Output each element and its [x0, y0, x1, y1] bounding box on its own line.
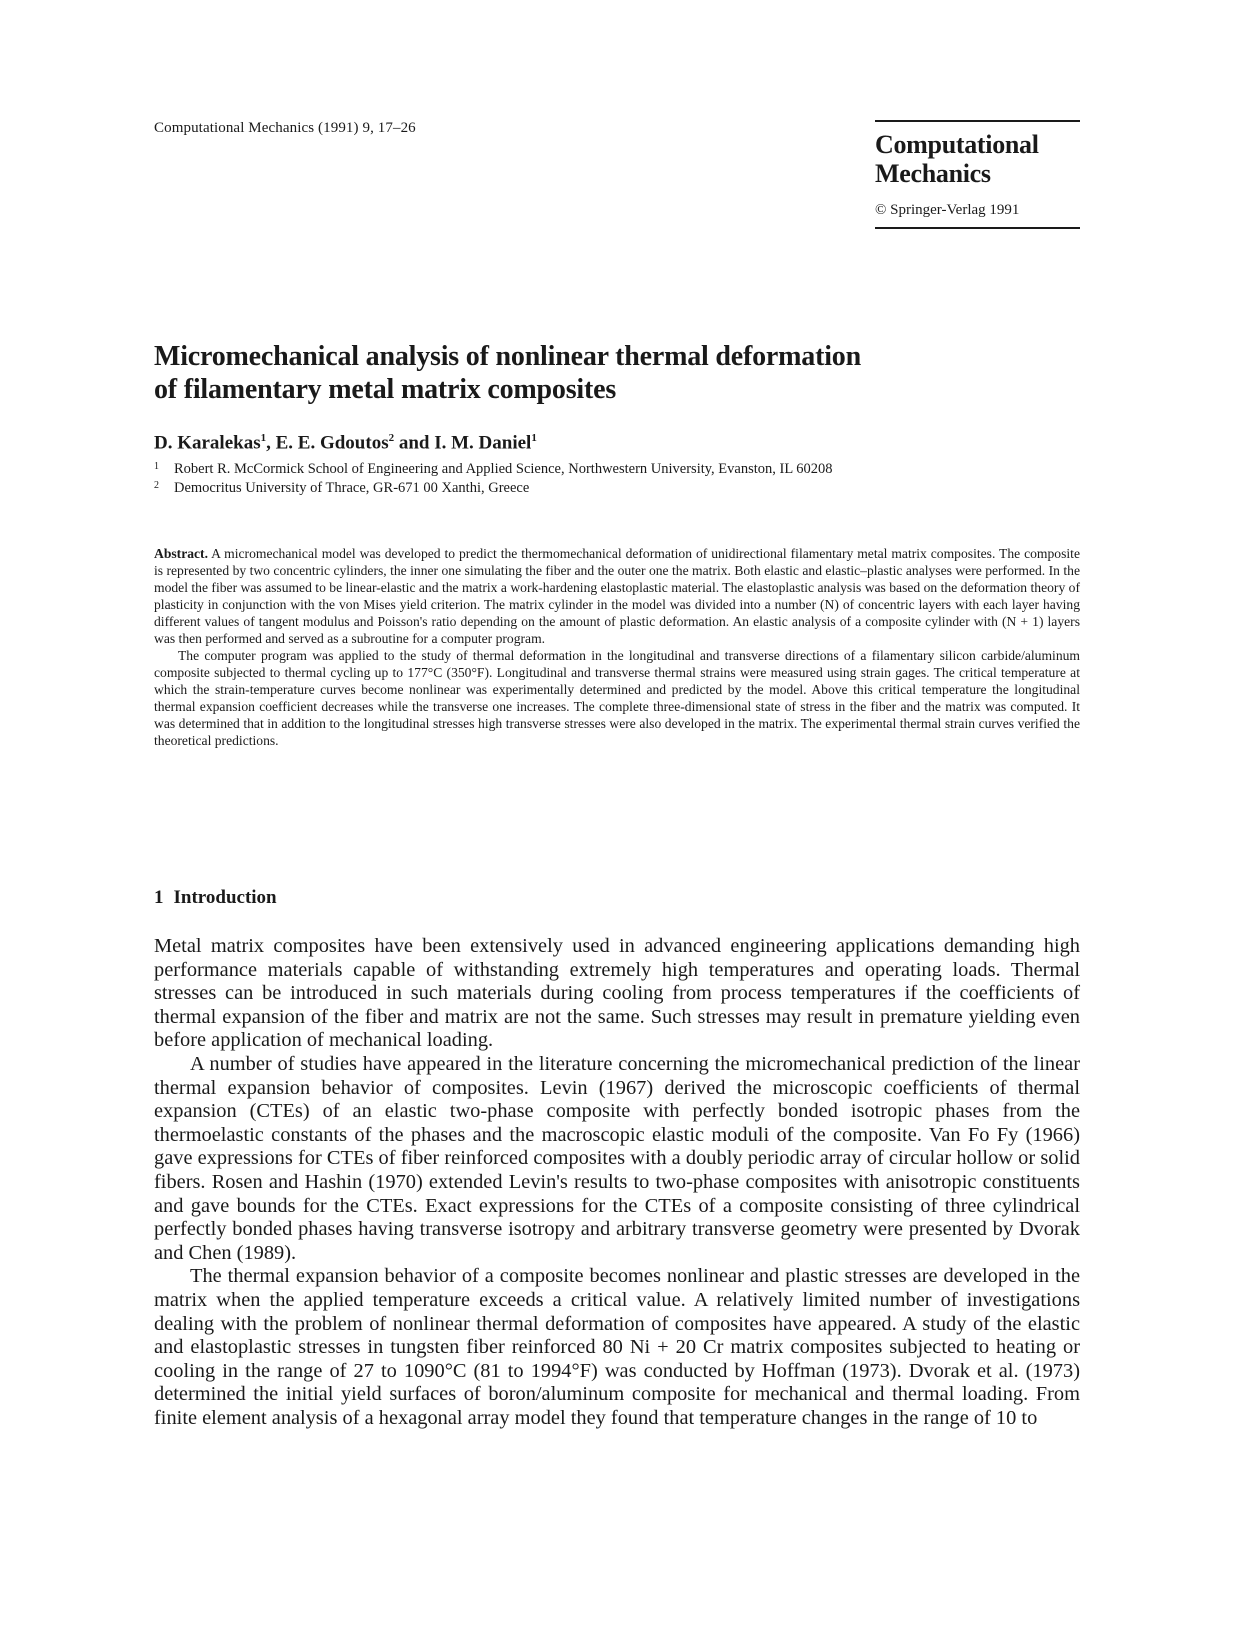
abstract — [154, 545, 1080, 749]
body-paragraph: A number of studies have appeared in the literature concerning the micromechanical prediction of the linear thermal expansion behavior of composites. Levin (1967) derived the microscopic coefficients of thermal expansion (CTEs) of an elastic two-phase composite with perfectly bonded isotropic phases from the thermoelastic constants of the phases and the macroscopic elastic moduli of the composite. Van Fo Fy (1966) gave expressions for CTEs of fiber reinforced composites with a doubly periodic array of circular hollow or solid fibers. Rosen and Hashin (1970) extended Levin's results to two-phase composites with anisotropic constituents and gave bounds for the CTEs. Exact expressions for the CTEs of a composite consisting of three cylindrical perfectly bonded phases having transverse isotropy and arbitrary transverse geometry were presented by Dvorak and Chen (1989). — [154, 1052, 1080, 1264]
publisher-copyright: © Springer-Verlag 1991 — [875, 202, 1020, 218]
affiliation-list — [154, 460, 833, 498]
body-text — [154, 935, 1080, 1430]
affiliation-item — [154, 460, 833, 479]
section-title: Introduction — [173, 887, 277, 908]
journal-bottom-rule — [875, 227, 1080, 229]
paper-title-line1: Micromechanical analysis of nonlinear thermal deformation — [154, 341, 861, 372]
author-name: D. Karalekas — [154, 432, 261, 454]
paper-title — [154, 340, 861, 406]
author-separator: and — [394, 432, 435, 454]
author-affiliation-mark: 1 — [260, 432, 267, 444]
abstract-paragraph: The computer program was applied to the study of thermal deformation in the longitudinal and transverse directions of a filamentary silicon carbide/aluminum composite subjected to thermal cycling up to 177°C (350°F). Longitudinal and transverse thermal strains were measured using strain gages. The critical temperature at which the strain-temperature curves become nonlinear was experimentally determined and predicted by the model. Above this critical temperature the longitudinal thermal expansion coefficient decreases while the transverse one increases. The complete three-dimensional state of stress in the fiber and the matrix was computed. It was determined that in addition to the longitudinal stresses high transverse stresses were also developed in the matrix. The experimental thermal strain curves verified the theoretical predictions. — [154, 648, 1080, 748]
author-affiliation-mark: 2 — [388, 432, 395, 444]
body-paragraph: Metal matrix composites have been extensively used in advanced engineering applications demanding high performance materials capable of withstanding extremely high temperatures and operating loads. Thermal stresses can be introduced in such materials during cooling from process temperatures if the coefficients of thermal expansion of the fiber and matrix are not the same. Such stresses may result in premature yielding even before application of mechanical loading. — [154, 935, 1080, 1052]
section-number: 1 — [154, 887, 164, 908]
author-separator: , — [266, 432, 276, 454]
journal-citation: Computational Mechanics (1991) 9, 17–26 — [154, 120, 416, 136]
affiliation-item — [154, 479, 833, 498]
journal-logo-block — [875, 120, 1080, 229]
abstract-text: A micromechanical model was developed to predict the thermomechanical deformation of unidirectional filamentary metal matrix composites. The composite is represented by two concentric cylinders, the inner one simulating the fiber and the outer one the matrix. Both elastic and elastic–plastic analyses were performed. In the model the fiber was assumed to be linear-elastic and the matrix a work-hardening elastoplastic material. The elastoplastic analysis was based on the deformation theory of plasticity in conjunction with the von Mises yield criterion. The matrix cylinder in the model was divided into a number (N) of concentric layers with each layer having different values of tangent modulus and Poisson's ratio depending on the amount of plastic deformation. An elastic analysis of a composite cylinder with (N + 1) layers was then performed and served as a subroutine for a computer program. — [154, 546, 1080, 646]
affiliation-text: Democritus University of Thrace, GR-671 00 Xanthi, Greece — [174, 480, 530, 496]
journal-top-rule — [875, 120, 1080, 122]
abstract-paragraph — [154, 545, 1080, 647]
body-paragraph: The thermal expansion behavior of a composite becomes nonlinear and plastic stresses are developed in the matrix when the applied temperature exceeds a critical value. A relatively limited number of investigations dealing with the problem of nonlinear thermal deformation of composites have appeared. A study of the elastic and elastoplastic stresses in tungsten fiber reinforced 80 Ni + 20 Cr matrix composites subjected to heating or cooling in the range of 27 to 1090°C (81 to 1994°F) was conducted by Hoffman (1973). Dvorak et al. (1973) determined the initial yield surfaces of boron/aluminum composite for mechanical and thermal loading. From finite element analysis of a hexagonal array model they found that temperature changes in the range of 10 to — [154, 1265, 1080, 1429]
journal-name-line1: Computational — [875, 130, 1039, 159]
author-name: E. E. Gdoutos — [275, 432, 389, 454]
author-list — [154, 432, 537, 454]
section-heading — [154, 887, 277, 909]
abstract-label: Abstract. — [154, 546, 208, 561]
affiliation-number: 2 — [154, 480, 159, 491]
paper-title-line2: of filamentary metal matrix composites — [154, 374, 617, 405]
affiliation-text: Robert R. McCormick School of Engineering and Applied Science, Northwestern University, Evanston, IL 60208 — [174, 461, 833, 477]
author-affiliation-mark: 1 — [531, 432, 537, 444]
journal-name — [875, 130, 1080, 188]
journal-name-line2: Mechanics — [875, 159, 991, 188]
author-name: I. M. Daniel — [434, 432, 532, 454]
affiliation-number: 1 — [154, 461, 159, 472]
